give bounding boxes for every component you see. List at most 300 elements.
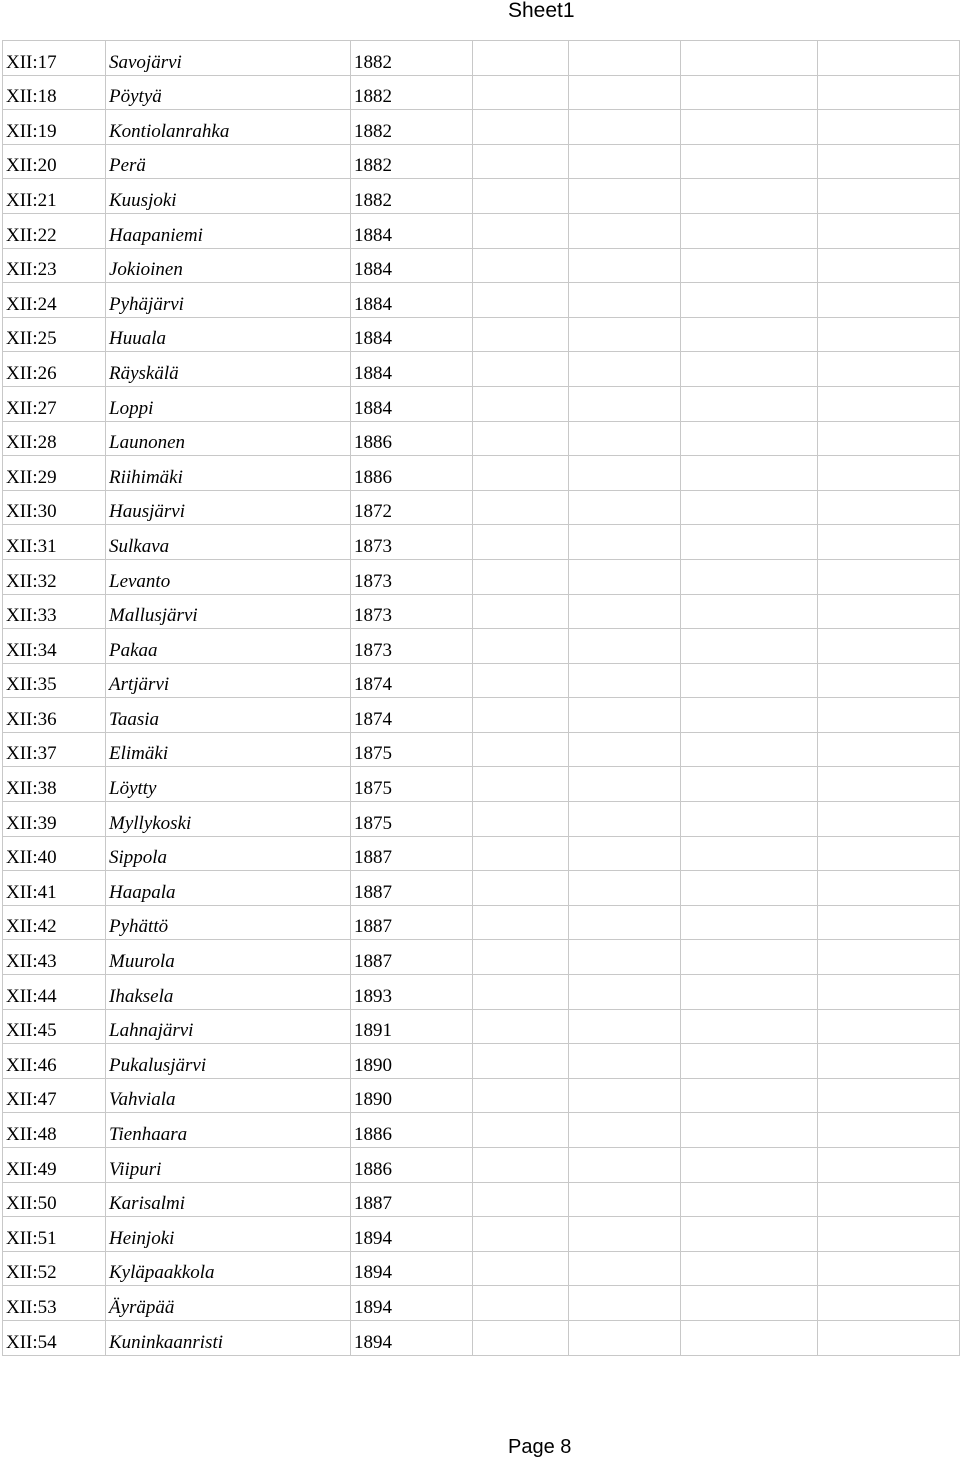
empty-cell — [569, 594, 681, 629]
empty-cell — [569, 421, 681, 456]
table-row — [3, 732, 960, 767]
empty-cell — [818, 836, 960, 871]
empty-cell — [473, 1320, 569, 1355]
empty-cell — [473, 663, 569, 698]
empty-cell — [569, 525, 681, 560]
row-year-cell: 1886 — [351, 421, 473, 456]
empty-cell — [681, 213, 818, 248]
empty-cell — [473, 1148, 569, 1183]
empty-cell — [569, 629, 681, 664]
empty-cell — [681, 871, 818, 906]
empty-cell — [681, 1182, 818, 1217]
empty-cell — [473, 421, 569, 456]
empty-cell — [569, 1113, 681, 1148]
empty-cell — [569, 1009, 681, 1044]
table-row — [3, 940, 960, 975]
empty-cell — [473, 490, 569, 525]
empty-cell — [569, 1286, 681, 1321]
row-year-cell: 1884 — [351, 386, 473, 421]
row-code-cell: XII:36 — [3, 698, 106, 733]
empty-cell — [569, 1078, 681, 1113]
row-code-cell: XII:35 — [3, 663, 106, 698]
empty-cell — [473, 1009, 569, 1044]
empty-cell — [569, 1182, 681, 1217]
row-code-cell: XII:26 — [3, 352, 106, 387]
empty-cell — [569, 940, 681, 975]
row-code-cell: XII:25 — [3, 317, 106, 352]
table-row — [3, 1113, 960, 1148]
empty-cell — [569, 144, 681, 179]
row-year-cell: 1891 — [351, 1009, 473, 1044]
row-place-cell: Sulkava — [106, 525, 351, 560]
row-place-cell: Äyräpää — [106, 1286, 351, 1321]
empty-cell — [681, 905, 818, 940]
row-place-cell: Huuala — [106, 317, 351, 352]
empty-cell — [818, 317, 960, 352]
empty-cell — [818, 1320, 960, 1355]
row-code-cell: XII:51 — [3, 1217, 106, 1252]
row-code-cell: XII:20 — [3, 144, 106, 179]
empty-cell — [681, 767, 818, 802]
row-place-cell: Mallusjärvi — [106, 594, 351, 629]
row-year-cell: 1887 — [351, 905, 473, 940]
row-year-cell: 1886 — [351, 456, 473, 491]
empty-cell — [681, 75, 818, 110]
empty-cell — [681, 179, 818, 214]
empty-cell — [473, 905, 569, 940]
row-year-cell: 1873 — [351, 559, 473, 594]
row-code-cell: XII:52 — [3, 1251, 106, 1286]
row-place-cell: Räyskälä — [106, 352, 351, 387]
empty-cell — [818, 871, 960, 906]
table-row — [3, 871, 960, 906]
row-code-cell: XII:53 — [3, 1286, 106, 1321]
empty-cell — [569, 767, 681, 802]
empty-cell — [569, 1148, 681, 1183]
row-year-cell: 1873 — [351, 629, 473, 664]
row-code-cell: XII:30 — [3, 490, 106, 525]
row-year-cell: 1887 — [351, 836, 473, 871]
empty-cell — [681, 1044, 818, 1079]
empty-cell — [569, 1044, 681, 1079]
row-place-cell: Myllykoski — [106, 802, 351, 837]
empty-cell — [569, 663, 681, 698]
empty-cell — [569, 248, 681, 283]
row-code-cell: XII:18 — [3, 75, 106, 110]
empty-cell — [569, 110, 681, 145]
row-year-cell: 1872 — [351, 490, 473, 525]
row-code-cell: XII:17 — [3, 41, 106, 76]
empty-cell — [569, 975, 681, 1010]
row-code-cell: XII:19 — [3, 110, 106, 145]
empty-cell — [473, 836, 569, 871]
table-row — [3, 317, 960, 352]
table-row — [3, 352, 960, 387]
row-code-cell: XII:34 — [3, 629, 106, 664]
empty-cell — [818, 1113, 960, 1148]
row-place-cell: Hausjärvi — [106, 490, 351, 525]
empty-cell — [818, 940, 960, 975]
empty-cell — [818, 1009, 960, 1044]
empty-cell — [569, 905, 681, 940]
row-code-cell: XII:47 — [3, 1078, 106, 1113]
row-year-cell: 1882 — [351, 41, 473, 76]
empty-cell — [818, 110, 960, 145]
empty-cell — [473, 871, 569, 906]
row-code-cell: XII:28 — [3, 421, 106, 456]
empty-cell — [473, 1217, 569, 1252]
table-row — [3, 1217, 960, 1252]
row-year-cell: 1884 — [351, 317, 473, 352]
row-year-cell: 1882 — [351, 110, 473, 145]
empty-cell — [681, 1148, 818, 1183]
empty-cell — [818, 767, 960, 802]
row-place-cell: Kuninkaanristi — [106, 1320, 351, 1355]
row-year-cell: 1884 — [351, 283, 473, 318]
empty-cell — [569, 698, 681, 733]
empty-cell — [473, 975, 569, 1010]
empty-cell — [681, 1217, 818, 1252]
empty-cell — [681, 732, 818, 767]
table-row — [3, 144, 960, 179]
empty-cell — [681, 456, 818, 491]
row-code-cell: XII:41 — [3, 871, 106, 906]
empty-cell — [473, 698, 569, 733]
empty-cell — [473, 75, 569, 110]
empty-cell — [818, 559, 960, 594]
empty-cell — [473, 1113, 569, 1148]
row-place-cell: Vahviala — [106, 1078, 351, 1113]
empty-cell — [818, 629, 960, 664]
row-place-cell: Launonen — [106, 421, 351, 456]
empty-cell — [473, 283, 569, 318]
row-code-cell: XII:22 — [3, 213, 106, 248]
empty-cell — [818, 283, 960, 318]
empty-cell — [569, 352, 681, 387]
table-row — [3, 248, 960, 283]
table-row — [3, 213, 960, 248]
row-year-cell: 1894 — [351, 1251, 473, 1286]
empty-cell — [818, 698, 960, 733]
row-year-cell: 1882 — [351, 75, 473, 110]
empty-cell — [818, 248, 960, 283]
empty-cell — [818, 1217, 960, 1252]
empty-cell — [473, 386, 569, 421]
empty-cell — [569, 317, 681, 352]
table-row — [3, 386, 960, 421]
table-row — [3, 1182, 960, 1217]
table-row — [3, 490, 960, 525]
row-code-cell: XII:43 — [3, 940, 106, 975]
row-code-cell: XII:48 — [3, 1113, 106, 1148]
empty-cell — [681, 317, 818, 352]
empty-cell — [681, 594, 818, 629]
row-year-cell: 1886 — [351, 1148, 473, 1183]
row-code-cell: XII:23 — [3, 248, 106, 283]
empty-cell — [569, 871, 681, 906]
empty-cell — [681, 940, 818, 975]
empty-cell — [681, 836, 818, 871]
empty-cell — [569, 836, 681, 871]
empty-cell — [473, 594, 569, 629]
row-year-cell: 1887 — [351, 940, 473, 975]
empty-cell — [818, 352, 960, 387]
row-code-cell: XII:32 — [3, 559, 106, 594]
row-code-cell: XII:39 — [3, 802, 106, 837]
row-code-cell: XII:45 — [3, 1009, 106, 1044]
empty-cell — [473, 1182, 569, 1217]
empty-cell — [681, 248, 818, 283]
empty-cell — [818, 456, 960, 491]
empty-cell — [681, 1113, 818, 1148]
empty-cell — [818, 41, 960, 76]
table-row — [3, 629, 960, 664]
empty-cell — [681, 1286, 818, 1321]
empty-cell — [681, 663, 818, 698]
empty-cell — [681, 698, 818, 733]
row-place-cell: Ihaksela — [106, 975, 351, 1010]
table-row — [3, 1251, 960, 1286]
row-code-cell: XII:33 — [3, 594, 106, 629]
empty-cell — [569, 732, 681, 767]
empty-cell — [569, 1217, 681, 1252]
row-year-cell: 1894 — [351, 1217, 473, 1252]
empty-cell — [818, 179, 960, 214]
empty-cell — [818, 525, 960, 560]
table-row — [3, 559, 960, 594]
empty-cell — [473, 940, 569, 975]
row-year-cell: 1875 — [351, 767, 473, 802]
row-place-cell: Kuusjoki — [106, 179, 351, 214]
empty-cell — [818, 732, 960, 767]
empty-cell — [473, 456, 569, 491]
empty-cell — [818, 144, 960, 179]
empty-cell — [473, 144, 569, 179]
row-place-cell: Pyhättö — [106, 905, 351, 940]
empty-cell — [681, 802, 818, 837]
empty-cell — [818, 1044, 960, 1079]
row-year-cell: 1873 — [351, 594, 473, 629]
row-place-cell: Elimäki — [106, 732, 351, 767]
empty-cell — [569, 75, 681, 110]
empty-cell — [473, 1044, 569, 1079]
table-row — [3, 836, 960, 871]
row-place-cell: Kontiolanrahka — [106, 110, 351, 145]
row-code-cell: XII:31 — [3, 525, 106, 560]
empty-cell — [569, 1251, 681, 1286]
empty-cell — [473, 213, 569, 248]
empty-cell — [681, 525, 818, 560]
row-year-cell: 1873 — [351, 525, 473, 560]
row-year-cell: 1884 — [351, 352, 473, 387]
empty-cell — [473, 559, 569, 594]
table-row — [3, 1009, 960, 1044]
sheet-name-header: Sheet1 — [508, 0, 575, 22]
empty-cell — [818, 1286, 960, 1321]
empty-cell — [818, 490, 960, 525]
row-year-cell: 1890 — [351, 1078, 473, 1113]
table-row — [3, 767, 960, 802]
row-place-cell: Lahnajärvi — [106, 1009, 351, 1044]
row-code-cell: XII:44 — [3, 975, 106, 1010]
empty-cell — [681, 352, 818, 387]
table-row — [3, 1286, 960, 1321]
row-place-cell: Haapala — [106, 871, 351, 906]
empty-cell — [681, 559, 818, 594]
row-year-cell: 1890 — [351, 1044, 473, 1079]
row-year-cell: 1874 — [351, 663, 473, 698]
row-year-cell: 1875 — [351, 732, 473, 767]
row-code-cell: XII:54 — [3, 1320, 106, 1355]
row-place-cell: Perä — [106, 144, 351, 179]
row-place-cell: Savojärvi — [106, 41, 351, 76]
row-year-cell: 1887 — [351, 871, 473, 906]
table-row — [3, 525, 960, 560]
row-year-cell: 1886 — [351, 1113, 473, 1148]
row-code-cell: XII:24 — [3, 283, 106, 318]
empty-cell — [473, 802, 569, 837]
row-year-cell: 1884 — [351, 213, 473, 248]
row-year-cell: 1884 — [351, 248, 473, 283]
empty-cell — [818, 213, 960, 248]
table-row — [3, 594, 960, 629]
empty-cell — [569, 179, 681, 214]
empty-cell — [681, 1251, 818, 1286]
empty-cell — [569, 41, 681, 76]
empty-cell — [569, 213, 681, 248]
row-code-cell: XII:40 — [3, 836, 106, 871]
row-year-cell: 1882 — [351, 144, 473, 179]
spreadsheet-table — [2, 40, 960, 1356]
empty-cell — [681, 386, 818, 421]
empty-cell — [473, 248, 569, 283]
empty-cell — [818, 1251, 960, 1286]
empty-cell — [681, 1009, 818, 1044]
table-row — [3, 110, 960, 145]
empty-cell — [473, 732, 569, 767]
empty-cell — [681, 110, 818, 145]
row-code-cell: XII:38 — [3, 767, 106, 802]
empty-cell — [569, 456, 681, 491]
row-year-cell: 1894 — [351, 1320, 473, 1355]
empty-cell — [818, 421, 960, 456]
empty-cell — [681, 144, 818, 179]
empty-cell — [818, 75, 960, 110]
empty-cell — [818, 594, 960, 629]
page-number-footer: Page 8 — [508, 1436, 572, 1458]
row-place-cell: Löytty — [106, 767, 351, 802]
row-year-cell: 1887 — [351, 1182, 473, 1217]
row-place-cell: Sippola — [106, 836, 351, 871]
empty-cell — [473, 1286, 569, 1321]
row-place-cell: Haapaniemi — [106, 213, 351, 248]
empty-cell — [569, 802, 681, 837]
empty-cell — [569, 1320, 681, 1355]
row-place-cell: Pöytyä — [106, 75, 351, 110]
row-code-cell: XII:29 — [3, 456, 106, 491]
empty-cell — [473, 629, 569, 664]
row-code-cell: XII:49 — [3, 1148, 106, 1183]
row-code-cell: XII:50 — [3, 1182, 106, 1217]
row-place-cell: Jokioinen — [106, 248, 351, 283]
empty-cell — [818, 975, 960, 1010]
row-code-cell: XII:27 — [3, 386, 106, 421]
row-place-cell: Riihimäki — [106, 456, 351, 491]
empty-cell — [473, 41, 569, 76]
row-code-cell: XII:42 — [3, 905, 106, 940]
row-place-cell: Muurola — [106, 940, 351, 975]
row-place-cell: Karisalmi — [106, 1182, 351, 1217]
empty-cell — [569, 386, 681, 421]
table-row — [3, 456, 960, 491]
row-year-cell: 1894 — [351, 1286, 473, 1321]
empty-cell — [681, 629, 818, 664]
row-place-cell: Levanto — [106, 559, 351, 594]
empty-cell — [681, 421, 818, 456]
row-place-cell: Loppi — [106, 386, 351, 421]
row-place-cell: Taasia — [106, 698, 351, 733]
table-row — [3, 75, 960, 110]
row-place-cell: Artjärvi — [106, 663, 351, 698]
table-row — [3, 1320, 960, 1355]
table-row — [3, 41, 960, 76]
empty-cell — [681, 490, 818, 525]
empty-cell — [681, 1320, 818, 1355]
empty-cell — [681, 41, 818, 76]
row-place-cell: Kyläpaakkola — [106, 1251, 351, 1286]
table-body — [3, 41, 960, 1356]
table-row — [3, 179, 960, 214]
empty-cell — [681, 1078, 818, 1113]
table-row — [3, 802, 960, 837]
table-row — [3, 421, 960, 456]
table-row — [3, 1148, 960, 1183]
table-row — [3, 1078, 960, 1113]
row-year-cell: 1875 — [351, 802, 473, 837]
empty-cell — [681, 975, 818, 1010]
table-row — [3, 905, 960, 940]
table-row — [3, 1044, 960, 1079]
row-code-cell: XII:37 — [3, 732, 106, 767]
empty-cell — [569, 283, 681, 318]
row-year-cell: 1893 — [351, 975, 473, 1010]
empty-cell — [569, 559, 681, 594]
empty-cell — [681, 283, 818, 318]
empty-cell — [818, 663, 960, 698]
empty-cell — [473, 179, 569, 214]
row-place-cell: Pukalusjärvi — [106, 1044, 351, 1079]
table-row — [3, 663, 960, 698]
empty-cell — [818, 1078, 960, 1113]
row-code-cell: XII:21 — [3, 179, 106, 214]
row-year-cell: 1874 — [351, 698, 473, 733]
empty-cell — [818, 905, 960, 940]
table-row — [3, 698, 960, 733]
empty-cell — [473, 352, 569, 387]
empty-cell — [818, 1182, 960, 1217]
row-place-cell: Pyhäjärvi — [106, 283, 351, 318]
row-place-cell: Pakaa — [106, 629, 351, 664]
empty-cell — [473, 1251, 569, 1286]
row-place-cell: Tienhaara — [106, 1113, 351, 1148]
row-year-cell: 1882 — [351, 179, 473, 214]
empty-cell — [569, 490, 681, 525]
row-place-cell: Heinjoki — [106, 1217, 351, 1252]
table-row — [3, 975, 960, 1010]
empty-cell — [818, 802, 960, 837]
empty-cell — [473, 1078, 569, 1113]
empty-cell — [473, 317, 569, 352]
